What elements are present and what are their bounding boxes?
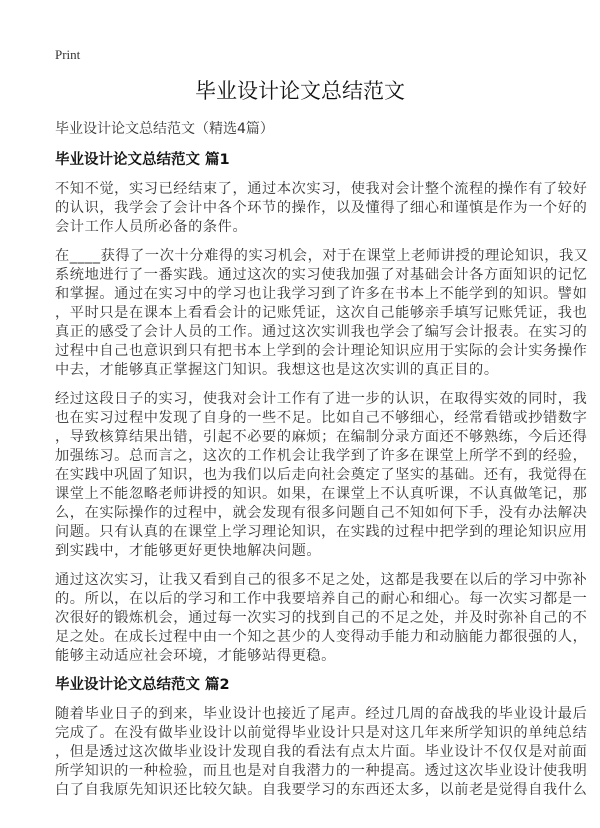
paragraph-line: ，导致核算结果出错，引起不必要的麻烦；在编制分录方面还不够熟练，今后还得: [55, 429, 588, 445]
paragraph: [55, 390, 600, 561]
paragraph-line: 么，在实际操作的过程中，就会发现有很多问题自己不知如何下手，没有办法解决: [55, 505, 588, 521]
paragraph-line: 随着毕业日子的到来，毕业设计也接近了尾声。经过几周的奋战我的毕业设计最后: [55, 706, 588, 722]
paragraph-line: ，但是透过这次做毕业设计发现自我的看法有点太片面。毕业设计不仅仅是对前面: [55, 744, 588, 760]
paragraph-line: 次很好的锻炼机会，通过每一次实习的找到自己的不足之处，并及时弥补自己的不: [55, 610, 588, 626]
paragraph-line: 白了自我原先知识还比较欠缺。自我要学习的东西还太多，以前老是觉得自我什么: [55, 782, 588, 798]
paragraph-line: 足之处。在成长过程中由一个知之甚少的人变得动手能力和动脑能力都很强的人，: [55, 629, 588, 645]
paragraph-line: 的。所以，在以后的学习和工作中我要培养自己的耐心和细心。每一次实习都是一: [55, 591, 588, 607]
paragraph-line: 经过这段日子的实习，使我对会计工作有了进一步的认识，在取得实效的同时，我: [55, 391, 588, 407]
paragraph-line: 也在实习过程中发现了自身的一些不足。比如自己不够细心，经常看错或抄错数字: [55, 410, 588, 426]
paragraph-line: 中去，才能够真正掌握这门知识。我想这也是这次实训的真正目的。: [55, 362, 499, 378]
print-link[interactable]: Print: [55, 47, 81, 62]
paragraph-line: 能够主动适应社会环境，才能够站得更稳。: [55, 648, 336, 664]
paragraph: [55, 180, 600, 237]
paragraph-line: 所学知识的一种检验，而且也是对自我潜力的一种提高。透过这次毕业设计使我明: [55, 763, 588, 779]
paragraph-line: 在实践中巩固了知识，也为我们以后走向社会奠定了坚实的基础。还有，我觉得在: [55, 467, 588, 483]
paragraph-line: 问题。只有认真的在课堂上学习理论知识，在实践的过程中把学到的理论知识应用: [55, 524, 588, 540]
section-heading-1: 毕业设计论文总结范文 篇1: [55, 152, 230, 168]
paragraph-line: 课堂上不能忽略老师讲授的知识。如果，在课堂上不认真听课，不认真做笔记，那: [55, 486, 588, 502]
paragraph-line: 不知不觉，实习已经结束了，通过本次实习，使我对会计整个流程的操作有了较好: [55, 181, 588, 197]
paragraph: [55, 705, 600, 800]
paragraph-line: 真正的感受了会计人员的工作。通过这次实训我也学会了编写会计报表。在实习的: [55, 324, 588, 340]
document-subtitle: 毕业设计论文总结范文（精选4篇）: [55, 121, 274, 137]
paragraph-line: 到实践中，才能够更好更快地解决问题。: [55, 543, 322, 559]
paragraph-line: ，平时只是在课本上看看会计的记账凭证，这次自己能够亲手填写记账凭证，我也: [55, 305, 588, 321]
paragraph: [55, 247, 600, 380]
paragraph-line: 加强练习。总而言之，这次的工作机会让我学到了许多在课堂上所学不到的经验，: [55, 448, 588, 464]
paragraph: [55, 571, 600, 666]
paragraph-line: 在____获得了一次十分难得的实习机会，对于在课堂上老师讲授的理论知识，我又: [55, 248, 589, 264]
paragraph-line: 系统地进行了一番实践。通过这次的实习使我加强了对基础会计各方面知识的记忆: [55, 267, 588, 283]
section-heading-2: 毕业设计论文总结范文 篇2: [55, 677, 230, 693]
paragraph-line: 和掌握。通过在实习中的学习也让我学习到了许多在书本上不能学到的知识。譬如: [55, 286, 588, 302]
paragraph-line: 完成了。在没有做毕业设计以前觉得毕业设计只是对这几年来所学知识的单纯总结: [55, 725, 588, 741]
paragraph-line: 会计工作人员所必备的条件。: [55, 219, 248, 235]
document-title: 毕业设计论文总结范文: [195, 79, 405, 103]
paragraph-line: 的认识，我学会了会计中各个环节的操作，以及懂得了细心和谨慎是作为一个好的: [55, 200, 588, 216]
paragraph-line: 通过这次实习，让我又看到自己的很多不足之处，这都是我要在以后的学习中弥补: [55, 572, 588, 588]
paragraph-line: 过程中自己也意识到只有把书本上学到的会计理论知识应用于实际的会计实务操作: [55, 343, 588, 359]
